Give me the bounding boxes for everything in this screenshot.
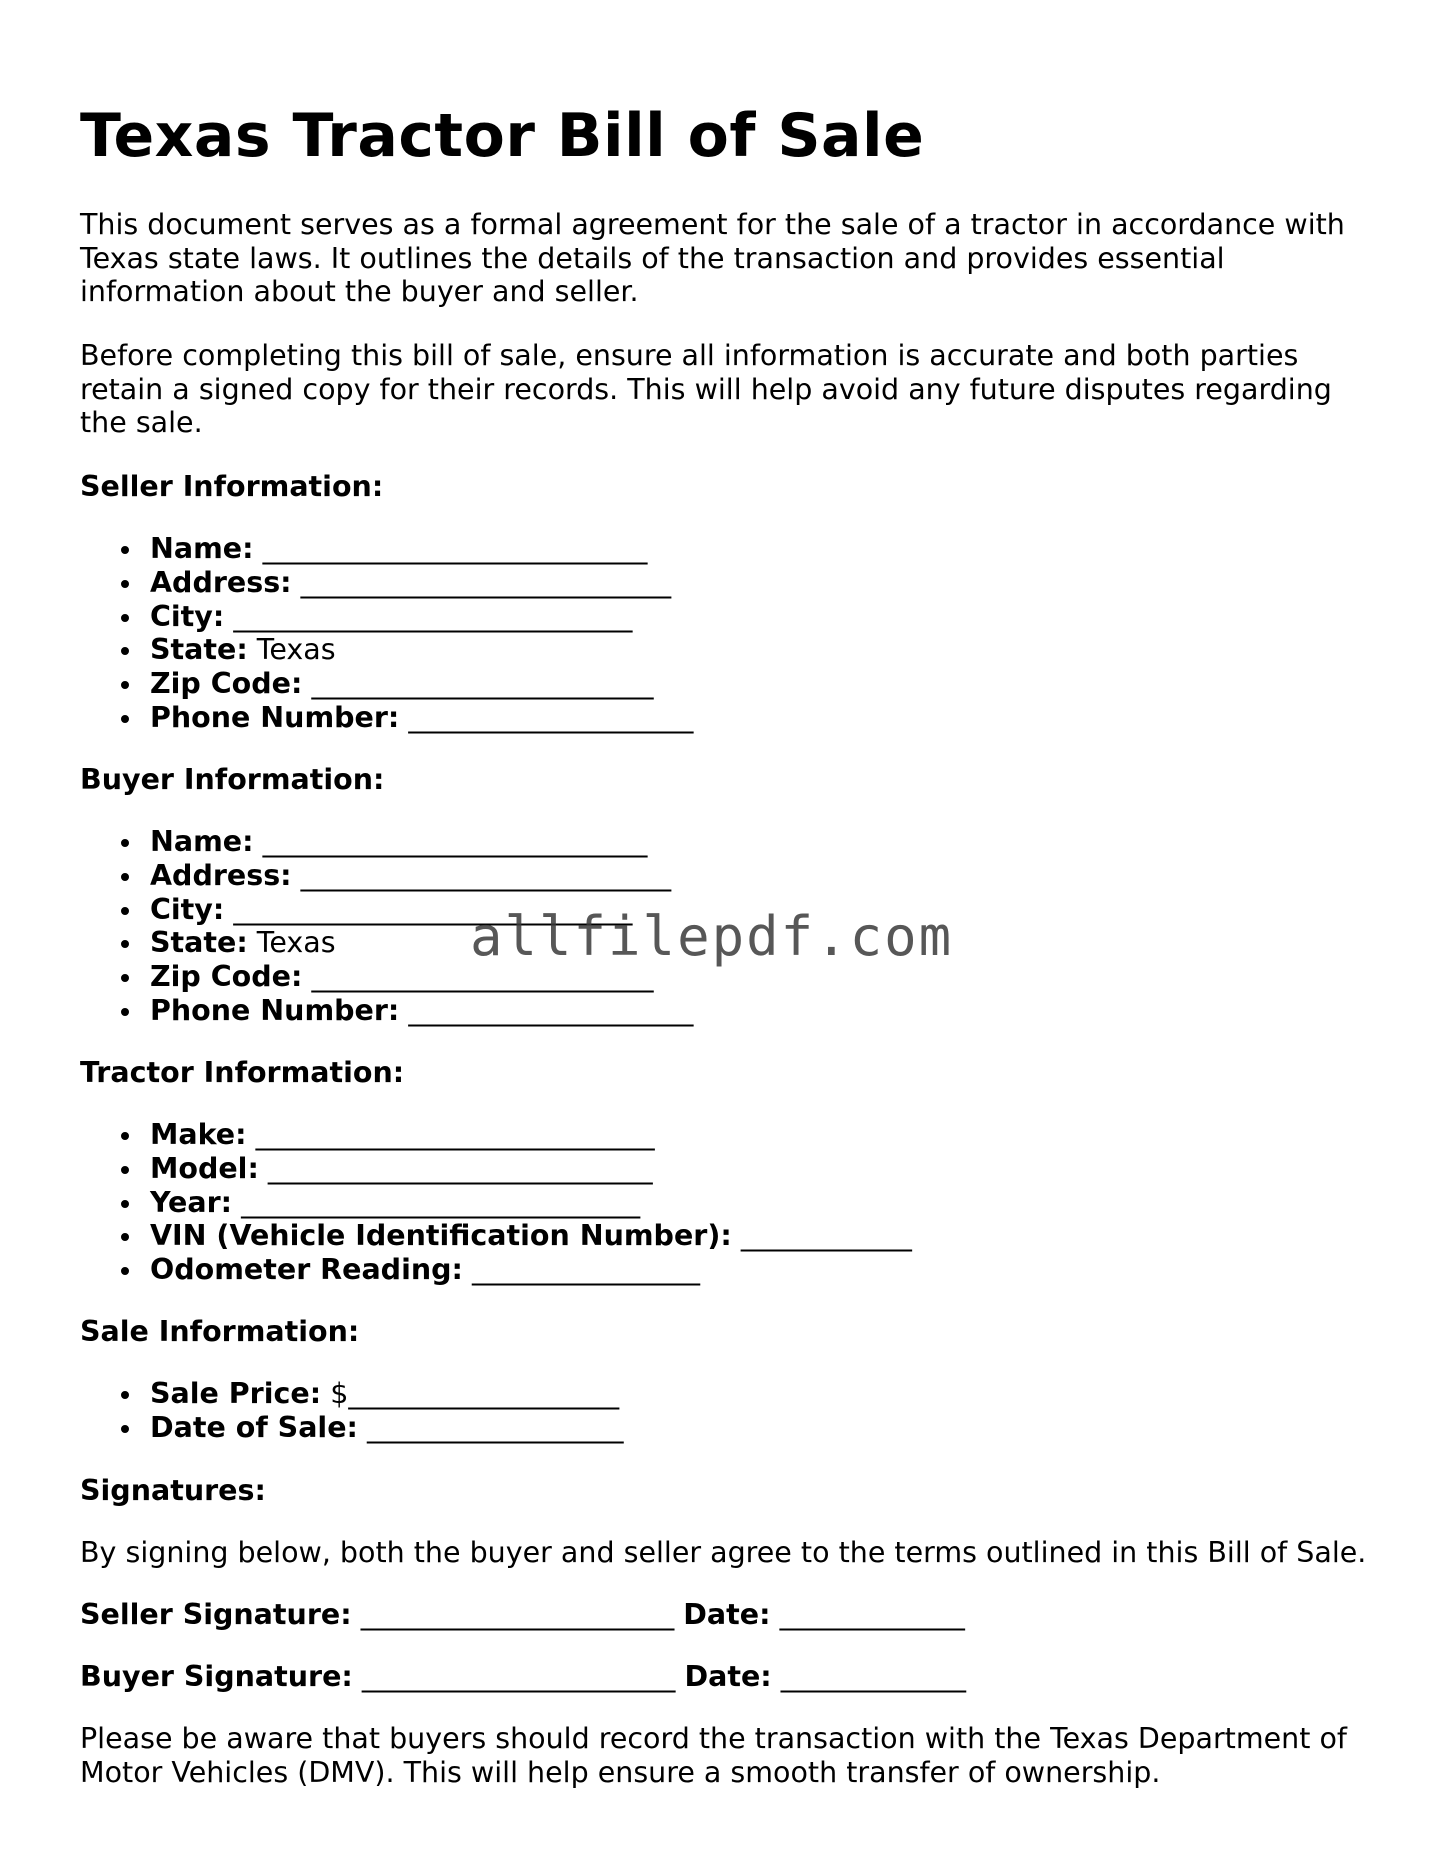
field-value: ____________________________ <box>233 599 633 633</box>
tractor-year-field[interactable] <box>80 1186 912 1220</box>
field-label: Sale Price: <box>150 1377 322 1410</box>
tractor-heading: Tractor Information: <box>80 1056 405 1089</box>
buyer-phone-field[interactable] <box>80 994 693 1028</box>
signatures-heading: Signatures: <box>80 1474 266 1507</box>
field-value: ____________________________ <box>241 1185 641 1219</box>
field-value: ___________________________ <box>262 532 648 565</box>
buyer-signature-line[interactable] <box>80 1660 966 1694</box>
field-value: ____________________ <box>408 993 694 1027</box>
field-value: Texas <box>256 926 336 960</box>
tractor-make-field[interactable] <box>80 1118 912 1152</box>
field-value: ___________________________ <box>262 825 648 858</box>
field-label: Address: <box>150 565 292 599</box>
field-label: Model: <box>150 1151 259 1185</box>
sale-heading: Sale Information: <box>80 1315 360 1348</box>
seller-signature-blank[interactable]: ______________________ <box>360 1598 675 1631</box>
sale-price-field[interactable] <box>80 1377 623 1411</box>
sale-fields <box>80 1377 623 1445</box>
field-value: __________________________ <box>300 565 672 599</box>
field-value: ____________________ <box>408 700 694 734</box>
tractor-model-field[interactable] <box>80 1152 912 1186</box>
seller-address-field[interactable] <box>80 566 693 600</box>
document-title: Texas Tractor Bill of Sale <box>80 101 925 171</box>
seller-city-field[interactable] <box>80 600 693 634</box>
field-label: State: <box>150 926 248 960</box>
field-label: VIN (Vehicle Identification Number): <box>150 1219 732 1253</box>
buyer-heading: Buyer Information: <box>80 763 385 796</box>
buyer-date-label: Date: <box>684 1660 772 1693</box>
field-label: Name: <box>150 825 254 858</box>
field-label: City: <box>150 599 225 633</box>
seller-fields <box>80 532 693 735</box>
buyer-signature-label: Buyer Signature: <box>80 1660 353 1693</box>
tractor-odometer-field[interactable] <box>80 1253 912 1287</box>
footer-note: Please be aware that buyers should record the transaction with the Texas Department of Motor Vehicles (DMV). This will help ensure a smooth transfer of ownership. <box>80 1722 1347 1789</box>
field-label: Odometer Reading: <box>150 1253 463 1287</box>
field-label: Name: <box>150 532 254 565</box>
watermark: allfilepdf.com <box>470 905 954 968</box>
field-label: State: <box>150 633 248 667</box>
sale-date-field[interactable] <box>80 1411 623 1445</box>
field-value: ________________________ <box>311 667 654 701</box>
field-value: __________________________ <box>300 858 672 892</box>
field-label: Address: <box>150 858 292 892</box>
seller-heading: Seller Information: <box>80 470 384 503</box>
seller-phone-field[interactable] <box>80 701 693 735</box>
buyer-signature-blank[interactable]: ______________________ <box>361 1660 676 1693</box>
field-value: $___________________ <box>330 1377 620 1410</box>
field-label: Zip Code: <box>150 667 303 701</box>
field-value: Texas <box>256 633 336 667</box>
field-label: Phone Number: <box>150 993 400 1027</box>
field-label: Zip Code: <box>150 960 303 994</box>
intro-paragraph-2: Before completing this bill of sale, ensure all information is accurate and both parties retain a signed copy for their records. This will help avoid any future disputes regarding the sale. <box>80 339 1332 439</box>
field-value: ________________________ <box>311 960 654 994</box>
seller-date-label: Date: <box>683 1598 771 1631</box>
field-label: Year: <box>150 1185 233 1219</box>
intro-paragraph-1: This document serves as a formal agreement for the sale of a tractor in accordance with Texas state laws. It outlines the details of the transaction and provides essential information about the buyer and seller. <box>80 208 1345 308</box>
field-label: Date of Sale: <box>150 1410 358 1444</box>
field-value: ________________ <box>472 1253 700 1287</box>
seller-zip-field[interactable] <box>80 667 693 701</box>
seller-signature-line[interactable] <box>80 1598 965 1632</box>
tractor-vin-field[interactable] <box>80 1219 912 1253</box>
field-value: ___________________________ <box>267 1151 653 1185</box>
field-value: ____________________________ <box>233 892 633 926</box>
field-value: __________________ <box>366 1410 624 1444</box>
seller-date-blank[interactable]: _____________ <box>779 1598 965 1631</box>
buyer-name-field[interactable] <box>80 825 693 859</box>
seller-signature-label: Seller Signature: <box>80 1598 352 1631</box>
field-value: ____________ <box>740 1219 912 1253</box>
tractor-fields <box>80 1118 912 1287</box>
field-value: ____________________________ <box>255 1118 655 1151</box>
field-label: City: <box>150 892 225 926</box>
buyer-date-blank[interactable]: _____________ <box>780 1660 966 1693</box>
seller-state-field <box>80 633 693 667</box>
field-label: Phone Number: <box>150 700 400 734</box>
field-label: Make: <box>150 1118 247 1151</box>
signatures-statement: By signing below, both the buyer and seller agree to the terms outlined in this Bill of Sale. <box>80 1536 1367 1569</box>
seller-name-field[interactable] <box>80 532 693 566</box>
buyer-address-field[interactable] <box>80 859 693 893</box>
